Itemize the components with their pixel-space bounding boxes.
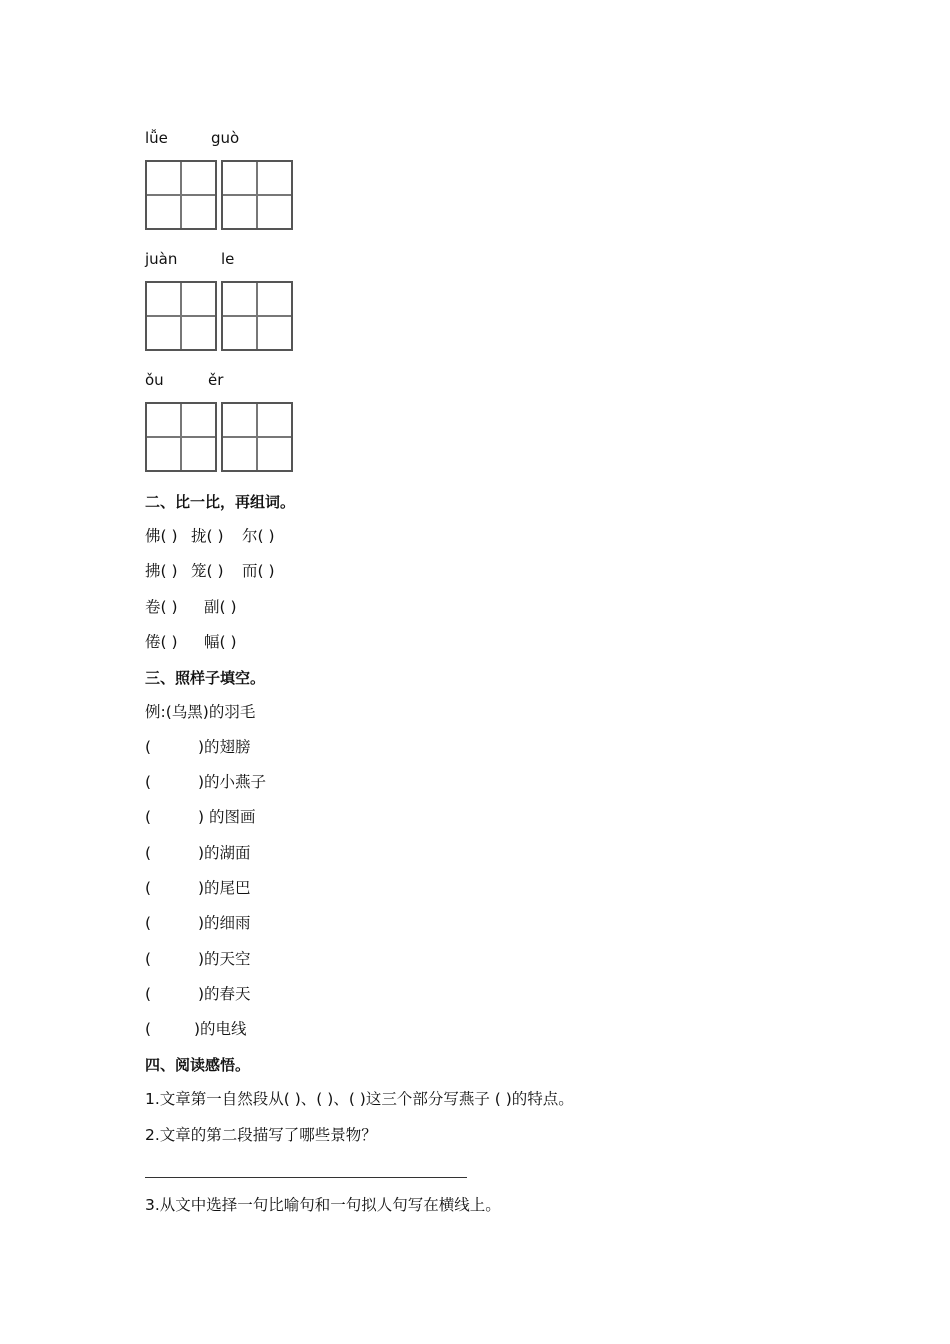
question-2: 2.文章的第二段描写了哪些景物？ bbox=[145, 1126, 377, 1144]
worksheet-page bbox=[145, 0, 905, 1344]
fill-suffix: )的春天 bbox=[198, 985, 251, 1003]
compare-item: 而( ) bbox=[242, 562, 275, 580]
pinyin-label: juàn bbox=[145, 250, 178, 268]
fill-suffix: )的细雨 bbox=[198, 914, 251, 932]
pinyin-label: le bbox=[221, 250, 235, 268]
open-paren: ( bbox=[145, 985, 152, 1003]
pinyin-row-3 bbox=[145, 369, 345, 391]
section-4-title: 四、阅读感悟。 bbox=[145, 1056, 251, 1074]
open-paren: ( bbox=[145, 738, 152, 756]
open-paren: ( bbox=[145, 844, 152, 862]
pinyin-label: ǒu bbox=[145, 371, 164, 389]
open-paren: ( bbox=[145, 950, 152, 968]
pinyin-row-2 bbox=[145, 248, 345, 270]
writing-grid-row-2 bbox=[145, 281, 295, 351]
writing-grid-row-1 bbox=[145, 160, 295, 230]
compare-item: 尔( ) bbox=[242, 527, 275, 545]
section-3-title: 三、照样子填空。 bbox=[145, 669, 266, 687]
tian-zi-box[interactable] bbox=[145, 281, 217, 351]
open-paren: ( bbox=[145, 914, 152, 932]
fill-suffix: )的天空 bbox=[198, 950, 251, 968]
question-3: 3.从文中选择一句比喻句和一句拟人句写在横线上。 bbox=[145, 1196, 501, 1214]
open-paren: ( bbox=[145, 808, 152, 826]
compare-item: 笼( ) bbox=[191, 562, 224, 580]
pinyin-label: lǚe bbox=[145, 129, 168, 147]
tian-zi-box[interactable] bbox=[221, 160, 293, 230]
tian-zi-box[interactable] bbox=[221, 402, 293, 472]
fill-suffix: )的电线 bbox=[194, 1020, 247, 1038]
fill-suffix: )的翅膀 bbox=[198, 738, 251, 756]
compare-item: 幅( ) bbox=[204, 633, 237, 651]
section-2-title: 二、比一比，再组词。 bbox=[145, 493, 296, 511]
answer-line[interactable] bbox=[145, 1177, 467, 1178]
compare-item: 拂( ) bbox=[145, 562, 178, 580]
open-paren: ( bbox=[145, 1020, 152, 1038]
question-1: 1.文章第一自然段从( )、( )、( )这三个部分写燕子 ( )的特点。 bbox=[145, 1090, 574, 1108]
example-line: 例:(乌黑)的羽毛 bbox=[145, 703, 256, 721]
compare-item: 卷( ) bbox=[145, 598, 178, 616]
open-paren: ( bbox=[145, 773, 152, 791]
fill-suffix: ) 的图画 bbox=[198, 808, 256, 826]
compare-item: 倦( ) bbox=[145, 633, 178, 651]
compare-item: 副( ) bbox=[204, 598, 237, 616]
tian-zi-box[interactable] bbox=[145, 160, 217, 230]
pinyin-label: ěr bbox=[208, 371, 224, 389]
compare-item: 拢( ) bbox=[191, 527, 224, 545]
open-paren: ( bbox=[145, 879, 152, 897]
writing-grid-row-3 bbox=[145, 402, 295, 472]
tian-zi-box[interactable] bbox=[145, 402, 217, 472]
pinyin-row-1 bbox=[145, 127, 345, 149]
tian-zi-box[interactable] bbox=[221, 281, 293, 351]
fill-suffix: )的湖面 bbox=[198, 844, 251, 862]
fill-suffix: )的尾巴 bbox=[198, 879, 251, 897]
pinyin-label: guò bbox=[211, 129, 240, 147]
fill-suffix: )的小燕子 bbox=[198, 773, 267, 791]
compare-item: 佛( ) bbox=[145, 527, 178, 545]
